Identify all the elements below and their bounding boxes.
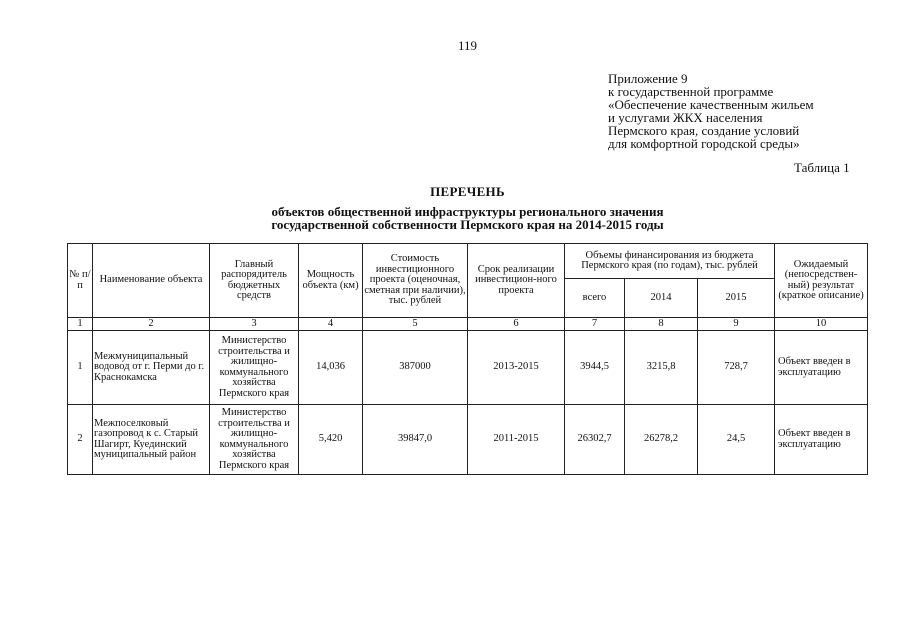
row-capacity: 14,036 [299, 331, 363, 405]
row-result: Объект введен в эксплуатацию [775, 405, 868, 475]
appendix-line: к государственной программе [608, 84, 774, 99]
row-num: 2 [68, 405, 93, 475]
row-capacity: 5,420 [299, 405, 363, 475]
header-name: Наименование объекта [93, 244, 210, 318]
column-number: 4 [299, 318, 363, 331]
document-subtitle [0, 205, 905, 231]
column-number: 9 [698, 318, 775, 331]
table-row [68, 405, 868, 475]
subtitle-line: государственной собственности Пермского края на 2014-2015 годы [271, 217, 664, 232]
column-number: 6 [468, 318, 565, 331]
header-capacity: Мощность объекта (км) [299, 244, 363, 318]
table-row [68, 331, 868, 405]
subtitle-line: объектов общественной инфраструктуры регионального значения [271, 204, 664, 219]
header-period: Срок реализации инвестицион-ного проекта [468, 244, 565, 318]
appendix-line: Пермского края, создание условий [608, 123, 800, 138]
appendix-line: и услугами ЖКХ населения [608, 110, 763, 125]
header-total: всего [565, 279, 625, 318]
row-2015: 24,5 [698, 405, 775, 475]
row-period: 2011-2015 [468, 405, 565, 475]
row-name: Межпоселковый газопровод к с. Старый Шагирт, Куединский муниципальный район [93, 405, 210, 475]
header-num: № п/п [68, 244, 93, 318]
column-number: 3 [210, 318, 299, 331]
column-number: 10 [775, 318, 868, 331]
column-number: 5 [363, 318, 468, 331]
row-period: 2013-2015 [468, 331, 565, 405]
row-result: Объект введен в эксплуатацию [775, 331, 868, 405]
header-2015: 2015 [698, 279, 775, 318]
document-title: ПЕРЕЧЕНЬ [430, 184, 505, 199]
row-2014: 3215,8 [625, 331, 698, 405]
appendix-line: «Обеспечение качественным жильем [608, 97, 814, 112]
row-2015: 728,7 [698, 331, 775, 405]
column-number: 7 [565, 318, 625, 331]
column-numbers-row [68, 318, 868, 331]
row-name: Межмуниципальный водовод от г. Перми до г. Краснокамска [93, 331, 210, 405]
row-manager: Министерство строительства и жилищно-коммунального хозяйства Пермского края [210, 405, 299, 475]
page-number: 119 [457, 38, 478, 53]
column-number: 2 [93, 318, 210, 331]
appendix-line: Приложение 9 [608, 71, 688, 86]
table-number: Таблица 1 [794, 160, 850, 175]
header-cost: Стоимость инвестиционного проекта (оценочная, сметная при наличии), тыс. рублей [363, 244, 468, 318]
header-funding: Объемы финансирования из бюджета Пермского края (по годам), тыс. рублей [565, 244, 775, 279]
row-num: 1 [68, 331, 93, 405]
row-cost: 387000 [363, 331, 468, 405]
objects-table [67, 243, 868, 475]
column-number: 1 [68, 318, 93, 331]
column-number: 8 [625, 318, 698, 331]
row-total: 3944,5 [565, 331, 625, 405]
appendix-header [608, 72, 868, 150]
header-manager: Главный распорядитель бюджетных средств [210, 244, 299, 318]
row-manager: Министерство строительства и жилищно-коммунального хозяйства Пермского края [210, 331, 299, 405]
appendix-line: для комфортной городской среды» [608, 136, 800, 151]
row-total: 26302,7 [565, 405, 625, 475]
header-2014: 2014 [625, 279, 698, 318]
header-result: Ожидаемый (непосредствен-ный) результат (краткое описание) [775, 244, 868, 318]
row-2014: 26278,2 [625, 405, 698, 475]
row-cost: 39847,0 [363, 405, 468, 475]
